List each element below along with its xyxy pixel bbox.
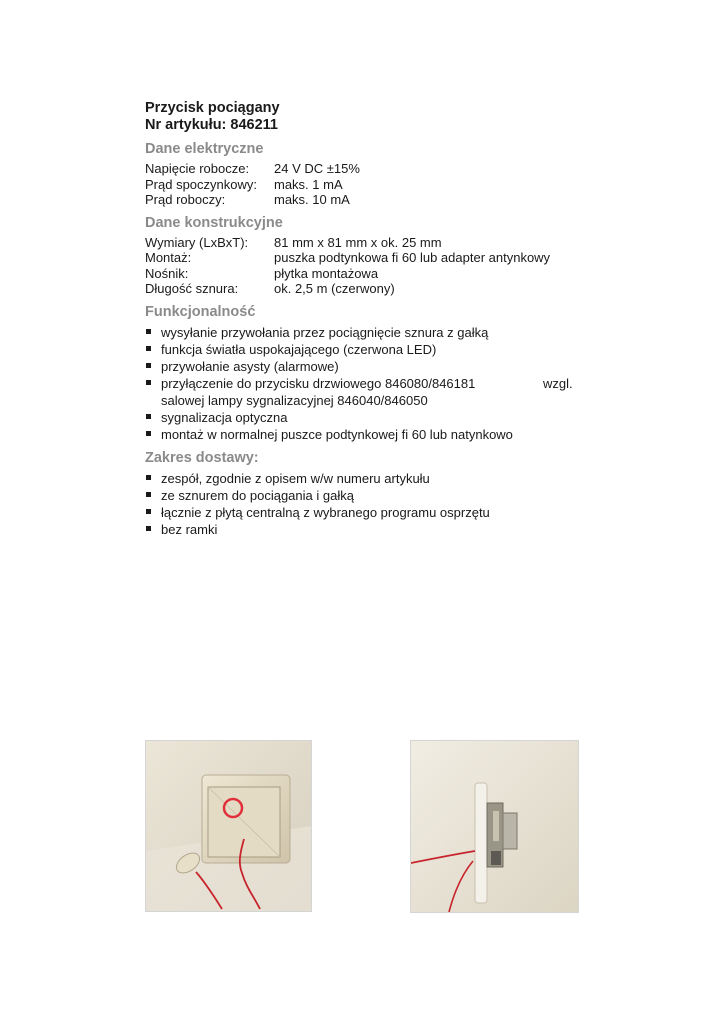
article-number: Nr artykułu: 846211 [145,117,278,133]
construction-specs [145,235,585,297]
spec-row [145,192,585,208]
list-item: wysyłanie przywołania przez pociągnięcie sznura z gałką [145,324,585,341]
spec-row [145,281,585,297]
product-title [145,100,585,134]
spec-label: Wymiary (LxBxT): [145,234,249,250]
list-item-continuation: salowej lampy sygnalizacyjnej 846040/846050 [161,392,428,408]
electrical-specs [145,161,585,208]
list-item: zespół, zgodnie z opisem w/w numeru artykułu [145,470,585,487]
spec-label: Napięcie robocze: [145,161,250,176]
spec-row [145,177,585,193]
spec-value: maks. 1 mA [274,176,343,192]
functionality-heading: Funkcjonalność [145,303,256,320]
electrical-heading: Dane elektryczne [145,141,264,157]
spec-value: płytka montażowa [274,265,379,281]
spec-label: Prąd spoczynkowy: [145,176,257,192]
list-item: łącznie z płytą centralną z wybranego programu osprzętu [145,504,585,521]
spec-row [145,161,585,177]
pull-cord-switch-front-photo [145,740,312,912]
list-item: montaż w normalnej puszce podtynkowej fi 60 lub natynkowo [145,426,585,443]
list-item [145,375,585,409]
spec-label: Nośnik: [145,265,189,281]
spec-value: 81 mm x 81 mm x ok. 25 mm [274,234,442,250]
delivery-list [145,470,585,538]
switch-front-illustration [146,741,311,911]
product-sheet [145,100,585,538]
list-item: ze sznurem do pociągania i gałką [145,487,585,504]
spec-value: maks. 10 mA [274,192,350,207]
spec-row [145,235,585,251]
spec-value: 24 V DC ±15% [274,161,360,176]
list-item: bez ramki [145,521,585,538]
spec-row [145,250,585,266]
list-item: przywołanie asysty (alarmowe) [145,358,585,375]
spec-label: Montaż: [145,250,192,265]
list-item: funkcja światła uspokajającego (czerwona LED) [145,341,585,358]
spec-row [145,266,585,282]
delivery-heading: Zakres dostawy: [145,449,259,466]
product-name: Przycisk pociągany [145,100,280,116]
spec-value: ok. 2,5 m (czerwony) [274,281,395,296]
spec-label: Prąd roboczy: [145,192,226,207]
spec-label: Długość sznura: [145,281,239,296]
list-item: sygnalizacja optyczna [145,409,585,426]
pull-cord-switch-side-photo [410,740,579,913]
spec-value: puszka podtynkowa fi 60 lub adapter antynkowy [274,250,551,265]
switch-side-illustration [411,741,578,912]
list-item-suffix: wzgl. [543,375,573,391]
functionality-list [145,324,585,443]
construction-heading: Dane konstrukcyjne [145,214,283,231]
list-item-line: przyłączenie do przycisku drzwiowego 846080/846181 [161,375,476,391]
